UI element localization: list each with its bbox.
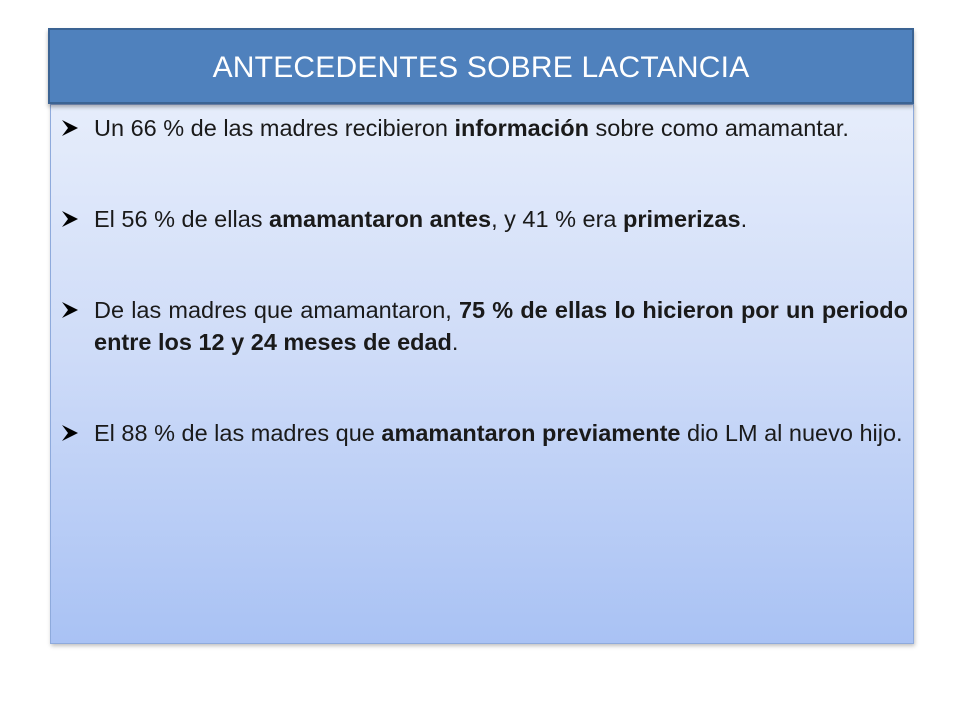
bullet-text [94,420,903,446]
bullet-text-segment: El 56 % de ellas [94,206,270,232]
bullet-text [94,206,747,232]
bullet-text-segment: . [451,329,459,355]
bullet-list [60,112,908,449]
bullet-text-bold-segment: amamantaron antes [269,206,492,232]
bullet-item [60,294,908,358]
bullet-text-segment: sobre como amamantar. [589,115,849,141]
bullet-text-bold-segment: primerizas [623,206,741,232]
bullet-text-bold-segment: información [454,115,589,141]
bullet-text-bold-segment: 75 % de ellas lo hicieron por un periodo entre los 12 y 24 meses de edad [94,297,908,355]
arrowhead-bullet-icon [60,203,84,235]
bullet-text-segment: dio LM al nuevo hijo. [680,420,903,446]
bullet-text [94,115,849,141]
slide-title: ANTECEDENTES SOBRE LACTANCIA [212,51,750,84]
bullet-item [60,417,908,449]
bullet-item [60,112,908,144]
bullet-text-segment: , y 41 % era [491,206,624,232]
arrowhead-bullet-icon [60,294,84,326]
bullet-text-segment: De las madres que amamantaron, [94,297,459,323]
bullet-text-segment: . [740,206,748,232]
bullet-text [94,297,908,355]
bullet-text-segment: El 88 % de las madres que [94,420,382,446]
bullet-text-bold-segment: amamantaron previamente [381,420,681,446]
title-bar [48,28,914,104]
arrowhead-bullet-icon [60,112,84,144]
arrowhead-bullet-icon [60,417,84,449]
bullet-text-segment: Un 66 % de las madres recibieron [94,115,455,141]
bullet-item [60,203,908,235]
